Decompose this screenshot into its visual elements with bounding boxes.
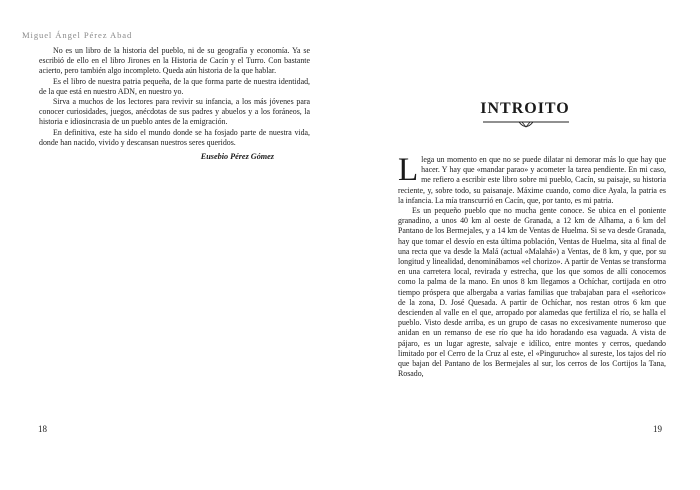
ornament-divider-icon [483, 118, 569, 132]
introito-text [398, 152, 666, 379]
page-number-left: 18 [38, 424, 47, 434]
paragraph-3: Sirva a muchos de los lectores para revivir su infancia, a los más jóvenes para conocer curiosidades, juegos, anécdotas de sus padres y abuelos y a los foráneos, la historia e idiosincrasia de un pueblo antes de la emigración. [39, 97, 310, 127]
paragraph-2: Es el libro de nuestra patria pequeña, de la que forma parte de nuestra identidad, de la que está en nuestro ADN, en nuestro yo. [39, 76, 310, 96]
chapter-title: INTROITO [480, 100, 570, 117]
page-number-right: 19 [653, 424, 662, 434]
preface-text [39, 46, 310, 162]
right-page [350, 0, 700, 490]
paragraph-4: En definitiva, este ha sido el mundo donde se ha fosjado parte de nuestra vida, donde han nacido, vivido y descansan nuestros seres queridos. [39, 127, 310, 147]
paragraph-2: Es un pequeño pueblo que no mucha gente conoce. Se ubica en el poniente granadino, a unos 40 km al oeste de Granada, a 12 km de Alhama, a 6 km del Pantano de los Bermejales, y a 14 km de Ventas de Huelma. Si se va desde Granada, hay que tomar el desvío en esta última población, Ventas de Huelma, sita al final de una recta que va desde la Malá (actual «Malahá») a Ventas, de 8 km, y que, por su longitud y linealidad, denominábamos «el chorizo». A partir de Ventas se transforma en una carretera local, revirada y estrecha, que los que somos de allí conocemos como la palma de la mano. En unos 8 km llegamos a Ochíchar, cortijada en otro tiempo próspera que albergaba a varias familias que trabajaban para el «señorico» de la zona, D. José Quesada. A partir de Ochíchar, nos restan otros 6 km que descienden al valle en el que, arropado por alamedas que fertiliza el río, se halla el pueblo. Visto desde arriba, es un grupo de casas no excesivamente numeroso que anidan en un remanso de ese río que ha ido horadando esa vaguada. A vista de pájaro, es un lugar agreste, salvaje e idílico, entre montes y cerros, quedando limitado por el Cerro de la Cruz al este, el «Pingurucho» al sureste, los tajos del río que bajan del Pantano de los Bermejales al sur, los cerros de los Cortijos la Tana, Rosado, [398, 206, 666, 379]
drop-cap: L [398, 152, 419, 188]
first-paragraph-text: lega un momento en que no se puede dilatar ni demorar más lo que hay que hacer. Y hay que «mandar parao» y acometer la tarea pendiente. En mi caso, me refiero a escribir este libro sobre mi pueblo, Cacín, su paisaje, su historia reciente, y, sobre todo, su paisanaje. Máxime cuando, como dice Ayala, la patria es la infancia. La mía transcurrió en Cacín, que, por tanto, es mi patria. [398, 155, 666, 205]
signature: Eusebio Pérez Gómez [200, 152, 274, 162]
paragraph-1: No es un libro de la historia del pueblo, ni de su geografía y economía. Ya se escribió de ello en el libro Jirones en la Historia de Cacín y el Turro. Con bastante acierto, pero también algo incompleto. Queda aún historia de la que hablar. [39, 46, 310, 76]
running-head: Miguel Ángel Pérez Abad [22, 30, 133, 40]
first-paragraph [398, 152, 666, 206]
